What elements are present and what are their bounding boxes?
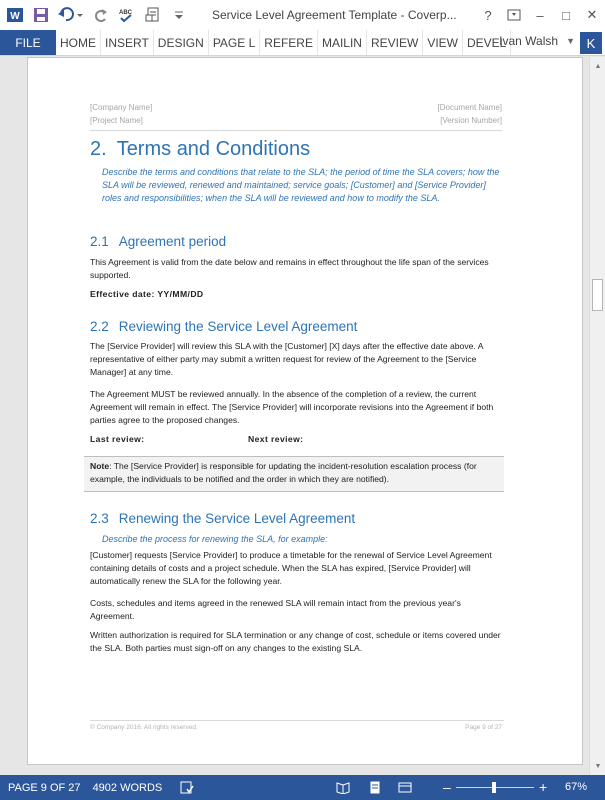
tab-view[interactable]: VIEW bbox=[423, 30, 463, 55]
renewing-paragraph-1: [Customer] requests [Service Provider] to produce a timetable for the renewal of Service Level Agreement containing details of costs and a project schedule. When the SLA has expired, [Service Provider] will automatically renew the SLA for the following year. bbox=[90, 550, 492, 586]
effective-date: Effective date: YY/MM/DD bbox=[90, 289, 204, 299]
zoom-slider-handle[interactable] bbox=[492, 782, 496, 793]
renewing-paragraph-3: Written authorization is required for SLA termination or any change of cost, schedule or items covered under the SLA. Both parties must sign-off on any changes to the existing SLA. bbox=[90, 630, 501, 653]
proofing-icon[interactable] bbox=[180, 781, 194, 794]
tab-design[interactable]: DESIGN bbox=[154, 30, 209, 55]
document-page[interactable] bbox=[27, 57, 583, 765]
tab-developer[interactable]: DEVEL bbox=[463, 30, 511, 55]
subsection-title: Agreement period bbox=[118, 234, 227, 249]
word-app-icon[interactable] bbox=[4, 4, 26, 26]
chevron-down-icon: ▼ bbox=[566, 36, 575, 46]
read-mode-icon[interactable] bbox=[336, 781, 350, 794]
user-account[interactable] bbox=[499, 34, 575, 48]
window-controls bbox=[475, 0, 605, 30]
footer-copyright: © Company 2016. All rights reserved. bbox=[90, 724, 198, 731]
tab-mailings[interactable]: MAILIN bbox=[318, 30, 367, 55]
spelling-check-icon[interactable] bbox=[116, 4, 138, 26]
header-version-number: [Version Number] bbox=[440, 116, 502, 125]
subsection-number: 2.3 bbox=[90, 511, 109, 526]
document-area[interactable] bbox=[0, 57, 589, 775]
zoom-in-button[interactable]: + bbox=[539, 779, 548, 795]
page-count[interactable]: PAGE 9 OF 27 bbox=[8, 781, 81, 794]
note-text: : The [Service Provider] is responsible for updating the incident-resolution escalation process (for example, the individuals to be notified and the order in which they are notified). bbox=[90, 461, 477, 484]
footer-divider bbox=[90, 720, 504, 721]
header-project-name: [Project Name] bbox=[90, 116, 143, 125]
tab-file[interactable]: FILE bbox=[0, 30, 56, 55]
redo-icon[interactable] bbox=[90, 4, 112, 26]
review-dates bbox=[90, 434, 504, 444]
ribbon-tabs bbox=[0, 30, 605, 56]
ribbon-display-options-button[interactable] bbox=[501, 0, 527, 30]
help-button[interactable]: ? bbox=[484, 7, 492, 23]
section-instructions: Describe the terms and conditions that relate to the SLA; the period of time the SLA covers; how the SLA will be reviewed, renewed and maintained; service goals; [Customer] and [Service Provider] roles and responsibilities; when the SLA will be reviewed and how to modify the SLA. bbox=[102, 167, 500, 203]
subsection-title: Renewing the Service Level Agreement bbox=[118, 511, 356, 526]
web-layout-icon[interactable] bbox=[398, 781, 412, 794]
customize-toolbar-icon[interactable] bbox=[168, 4, 190, 26]
header-document-name: [Document Name] bbox=[437, 103, 502, 112]
quick-access-toolbar bbox=[0, 0, 190, 30]
reviewing-paragraph-1: The [Service Provider] will review this SLA with the [Customer] [X] days after the effective date above. A representative of either party may submit a written request for review of the Agreement to the [Service Manager] at any time. bbox=[90, 341, 483, 377]
vertical-scrollbar[interactable] bbox=[589, 57, 605, 775]
header-divider bbox=[90, 130, 502, 131]
new-document-icon[interactable] bbox=[142, 4, 164, 26]
subsection-heading-reviewing bbox=[90, 319, 357, 334]
svg-text:ABC: ABC bbox=[119, 10, 132, 16]
section-number: 2. bbox=[90, 138, 107, 160]
note-box bbox=[84, 456, 504, 492]
renewing-paragraph-2: Costs, schedules and items agreed in the renewed SLA will remain intact from the previous year's Agreement. bbox=[90, 598, 461, 621]
svg-text:W: W bbox=[10, 11, 20, 22]
word-count[interactable]: 4902 WORDS bbox=[92, 781, 163, 794]
tab-review[interactable]: REVIEW bbox=[367, 30, 423, 55]
scrollbar-thumb[interactable] bbox=[592, 279, 603, 311]
agreement-period-text: This Agreement is valid from the date below and remains in effect throughout the life span of the services supported. bbox=[90, 257, 489, 280]
zoom-out-button[interactable]: – bbox=[443, 779, 451, 795]
footer-page-number: Page 9 of 27 bbox=[465, 724, 502, 731]
maximize-button[interactable]: □ bbox=[562, 7, 570, 23]
subsection-heading-agreement-period bbox=[90, 234, 226, 249]
section-title: Terms and Conditions bbox=[116, 138, 311, 160]
undo-icon[interactable] bbox=[56, 4, 86, 26]
status-bar bbox=[0, 775, 605, 800]
scroll-up-arrow-icon[interactable]: ▲ bbox=[594, 62, 602, 70]
header-company-name: [Company Name] bbox=[90, 103, 153, 112]
subsection-number: 2.2 bbox=[90, 319, 109, 334]
note-label: Note bbox=[90, 461, 110, 471]
print-layout-icon[interactable] bbox=[368, 781, 382, 794]
scroll-down-arrow-icon[interactable]: ▼ bbox=[594, 762, 602, 770]
subsection-title: Reviewing the Service Level Agreement bbox=[118, 319, 358, 334]
user-name: Ivan Walsh bbox=[499, 34, 559, 48]
tab-references[interactable]: REFERE bbox=[260, 30, 318, 55]
tab-insert[interactable]: INSERT bbox=[101, 30, 154, 55]
close-button[interactable]: ✕ bbox=[586, 7, 598, 22]
minimize-button[interactable]: – bbox=[536, 7, 544, 23]
avatar[interactable]: K bbox=[580, 32, 602, 54]
tab-page-layout[interactable]: PAGE L bbox=[209, 30, 260, 55]
title-bar bbox=[0, 0, 605, 30]
reviewing-paragraph-2: The Agreement MUST be reviewed annually. In the absence of the completion of a review, the current Agreement will remain in effect. The [Service Provider] will incorporate revisions into the Agreement if both parties agree to the proposed changes. bbox=[90, 389, 494, 425]
subsection-heading-renewing bbox=[90, 511, 355, 526]
last-review-label: Last review: bbox=[90, 434, 145, 444]
zoom-level[interactable]: 67% bbox=[565, 781, 588, 793]
tab-home[interactable]: HOME bbox=[56, 30, 101, 55]
save-icon[interactable] bbox=[30, 4, 52, 26]
renewing-instructions: Describe the process for renewing the SLA, for example: bbox=[102, 534, 328, 544]
subsection-number: 2.1 bbox=[90, 234, 109, 249]
window-title: Service Level Agreement Template - Coverp... bbox=[212, 8, 457, 22]
section-heading bbox=[90, 138, 310, 161]
next-review-label: Next review: bbox=[248, 434, 304, 444]
